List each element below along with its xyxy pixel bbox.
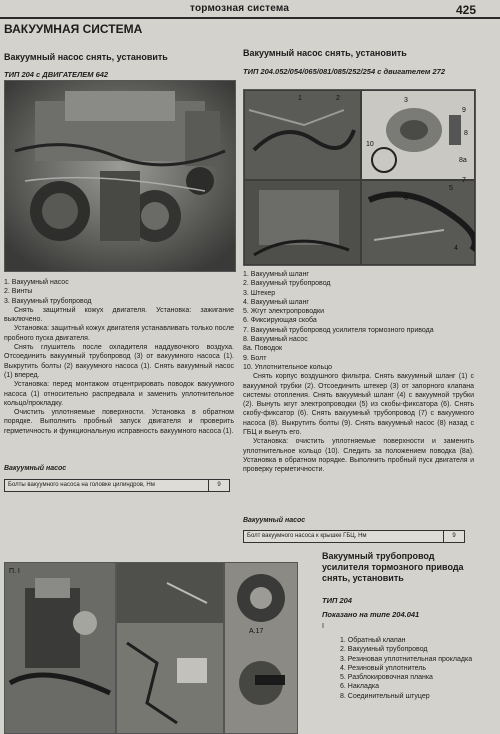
callout-8: 8 (464, 130, 468, 137)
callout-6: 6 (404, 195, 408, 202)
list-item: 10. Уплотнительное кольцо (243, 363, 333, 371)
bottom-shown: Показано на типе 204.041 (322, 610, 420, 619)
engine-photo-642 (4, 80, 236, 272)
list-item: 4. Резиновый уплотнитель (340, 664, 427, 672)
brake-booster-photo-2 (116, 562, 224, 734)
list-item: 2. Винты (4, 288, 33, 296)
page-number: 425 (455, 3, 476, 17)
paragraph: Снять глушитель после охладителя наддувочного воздуха. Отсоединить вакуумный трубопровод (3) от вакуумного насоса (1). Выкрутить болты (2) вакуумного насоса (1). Снять вакуумный насос (1) вперед. (4, 344, 234, 379)
list-item: 8. Вакуумный насос (243, 336, 308, 344)
list-item: 2. Вакуумный трубопровод (340, 646, 428, 654)
paragraph: Установка: защитный кожух двигателя устанавливать только после пробного пуска двигателя. (4, 325, 234, 342)
section-title: ВАКУУМНАЯ СИСТЕМА (4, 22, 143, 36)
left-spec-title: Вакуумный насос (4, 465, 67, 472)
callout-7: 7 (462, 177, 466, 184)
right-type: ТИП 204.052/054/065/081/085/252/254 с двигателем 272 (243, 67, 446, 76)
callout-1: 1 (298, 95, 302, 102)
bottom-heading: Вакуумный трубопровод усилителя тормозного привода снять, установить (322, 551, 464, 583)
callout-3: 3 (404, 97, 408, 104)
brake-booster-photo-3 (224, 562, 298, 734)
running-header: тормозная система (190, 3, 290, 14)
list-item: 5. Жгут электропроводки (243, 308, 324, 316)
left-spec-table (4, 479, 230, 492)
left-heading: Вакуумный насос снять, установить (4, 52, 168, 62)
spec-value: 9 (443, 531, 464, 542)
paragraph: Установка: очистить уплотняемые поверхности и заменить уплотнительное кольцо (10). Следить за положением поводка (8а). Установка в обратном порядке. Выполнить пробный пуск двигателя и проверку герметичности. (243, 438, 474, 474)
engine-photo-272 (243, 89, 476, 266)
header-rule (0, 17, 500, 19)
right-spec-table (243, 530, 465, 543)
brake-booster-photo-1 (4, 562, 116, 734)
bottom-type: ТИП 204 (322, 596, 352, 605)
paragraph: Снять защитный кожух двигателя. Установка: зажигание выключено. (4, 306, 234, 324)
photo-label: А.17 (249, 628, 264, 635)
callout-2: 2 (336, 95, 340, 102)
paragraph: Очистить уплотняемые поверхности. Установка в обратном порядке. Выполнить пробный запуск двигателя и проверить герметичность и функциональную исправность вакуумного насоса (1). (4, 409, 234, 435)
list-item: 2. Вакуумный трубопровод (243, 280, 331, 288)
spec-label: Болты вакуумного насоса на головке цилиндров, Нм (8, 482, 155, 488)
list-item: 9. Болт (243, 354, 267, 362)
list-item: 3. Штекер (243, 289, 276, 297)
left-text (4, 278, 234, 436)
list-item: 3. Вакуумный трубопровод (4, 297, 92, 305)
list-item: 8. Соединительный штуцер (340, 692, 430, 700)
paragraph: Установка: перед монтажом отцентрировать поводок вакуумного насоса (1) относительно распредвала и заменить уплотнительное кольцо/прокладку. (4, 381, 234, 407)
spec-label: Болт вакуумного насоса к крышке ГБЦ, Нм (247, 533, 367, 539)
list-item: 1. Вакуумный шланг (243, 271, 309, 278)
right-spec-title: Вакуумный насос (243, 517, 306, 524)
list-item: 6. Накладка (340, 683, 380, 691)
list-item: 4. Вакуумный шланг (243, 298, 309, 306)
left-type: ТИП 204 с ДВИГАТЕЛЕМ 642 (4, 70, 109, 79)
list-item: 5. Разблокировочная планка (340, 674, 433, 682)
list-item: 1. Вакуумный насос (4, 279, 69, 286)
right-heading: Вакуумный насос снять, установить (243, 48, 407, 58)
callout-4: 4 (454, 245, 458, 252)
callout-9: 9 (462, 107, 466, 114)
list-item: 6. Фиксирующая скоба (243, 317, 317, 325)
bottom-marker: I (322, 623, 324, 630)
spec-value: 9 (208, 480, 229, 491)
bottom-list (340, 636, 485, 701)
list-item: 7. Вакуумный трубопровод усилителя тормозного привода (243, 326, 434, 334)
paragraph: Снять корпус воздушного фильтра. Снять вакуумный шланг (1) с вакуумной трубки (2). Отсоединить штекер (3) от запорного клапана системы отопления. Снять вакуумный шланг (4) с вакуумной трубки (2). Вынуть жгут электропроводки (5) из скобы-фиксатора (6). Снять скобу-фиксатор (6). Снять вакуумный трубопровод (7) с вакуумного насоса (8). Выкрутить болты (9). Снять вакуумный насос (8) назад с ГБЦ и вынуть его. (243, 373, 474, 437)
list-item: 8а. Поводок (243, 345, 283, 353)
callout-8a: 8а (459, 157, 467, 164)
right-text (243, 270, 474, 475)
callout-5: 5 (449, 185, 453, 192)
list-item: 3. Резиновая уплотнительная прокладка (340, 655, 473, 663)
callout-10: 10 (366, 141, 374, 148)
figure-marker: П. I (9, 568, 20, 575)
list-item: 1. Обратный клапан (340, 637, 406, 644)
